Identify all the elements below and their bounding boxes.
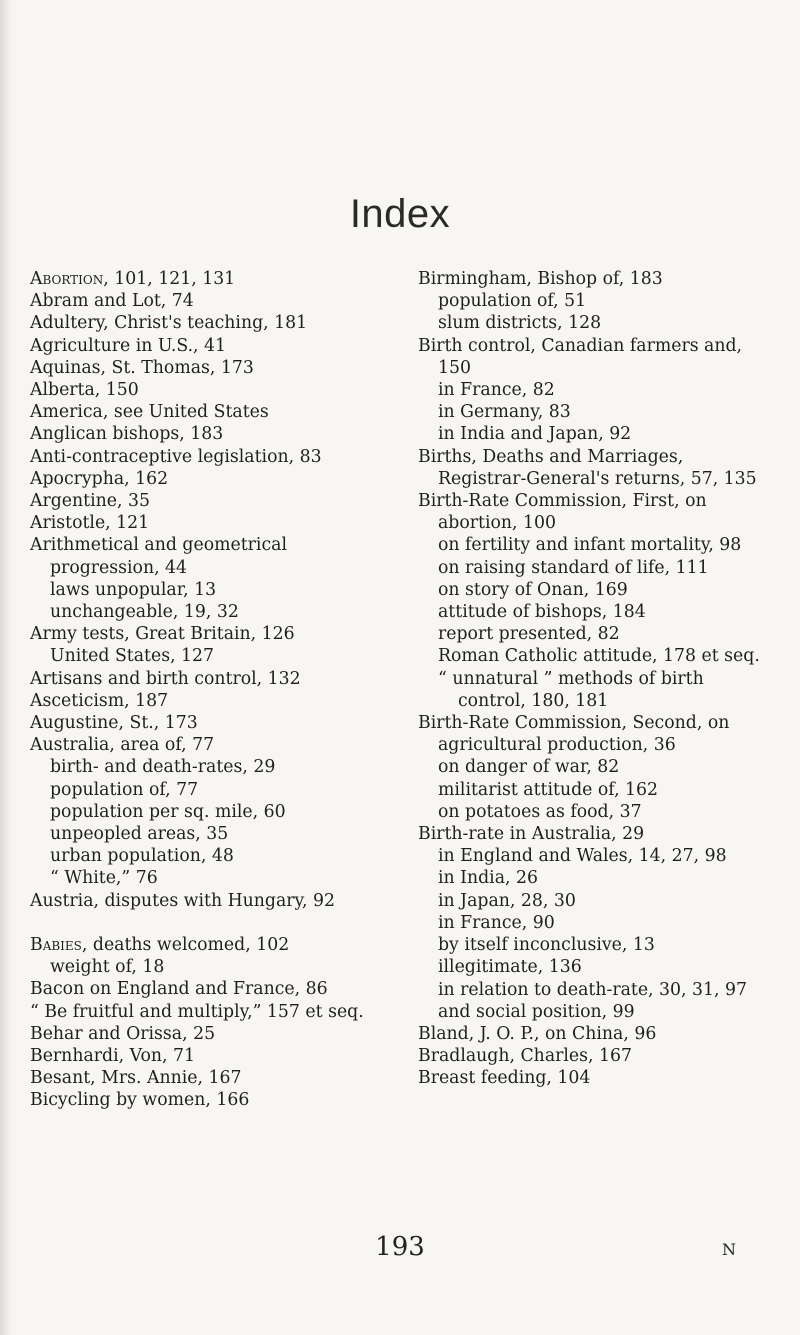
- index-subentry: in India, 26: [438, 868, 538, 889]
- index-entry: Agriculture in U.S., 41: [30, 335, 227, 356]
- index-entry: Alberta, 150: [30, 380, 139, 401]
- index-entry: Besant, Mrs. Annie, 167: [30, 1068, 242, 1089]
- index-entry: Austria, disputes with Hungary, 92: [30, 890, 335, 911]
- index-entry: Bacon on England and France, 86: [30, 979, 328, 1000]
- index-entry: Adultery, Christ's teaching, 181: [30, 313, 308, 334]
- index-entry: Birmingham, Bishop of, 183: [418, 269, 663, 289]
- index-subentry: on potatoes as food, 37: [438, 801, 642, 822]
- index-subentry: in India and Japan, 92: [438, 424, 632, 445]
- index-entry: Birth-Rate Commission, First, on abortion, 100: [418, 491, 707, 534]
- index-subentry: militarist attitude of, 162: [438, 779, 659, 800]
- index-entry: Army tests, Great Britain, 126: [30, 624, 295, 645]
- index-subentry: attitude of bishops, 184: [438, 602, 646, 623]
- index-subentry: in England and Wales, 14, 27, 98: [438, 846, 727, 867]
- index-letter-gap: [30, 912, 385, 934]
- index-entry: Argentine, 35: [30, 491, 150, 512]
- index-subentry: laws unpopular, 13: [50, 579, 217, 600]
- index-subentry: on story of Onan, 169: [438, 579, 628, 600]
- index-subentry: population of, 51: [438, 291, 587, 312]
- index-subentry: population per sq. mile, 60: [50, 801, 286, 822]
- index-entry: Abram and Lot, 74: [30, 291, 194, 312]
- page-number: 193: [375, 1232, 425, 1262]
- index-subentry: in Germany, 83: [438, 402, 571, 423]
- index-entry: Births, Deaths and Marriages, Registrar-General's returns, 57, 135: [418, 446, 757, 489]
- index-entry: Augustine, St., 173: [30, 713, 198, 734]
- index-entry: Bland, J. O. P., on China, 96: [418, 1023, 657, 1044]
- index-subentry: in France, 90: [438, 912, 555, 933]
- index-subentry: report presented, 82: [438, 624, 620, 645]
- index-entry: Anti-contraceptive legislation, 83: [30, 446, 322, 467]
- index-entry: Artisans and birth control, 132: [30, 668, 301, 689]
- index-entry: “ Be fruitful and multiply,” 157 et seq.: [30, 1001, 364, 1022]
- index-subentry: slum districts, 128: [438, 313, 602, 334]
- index-entry: Birth-Rate Commission, Second, on agricultural production, 36: [418, 713, 730, 756]
- index-subentry: population of, 77: [50, 779, 199, 800]
- page-title: Index: [349, 192, 451, 236]
- index-subentry: on raising standard of life, 111: [438, 557, 709, 578]
- index-entry: Birth-rate in Australia, 29: [418, 824, 645, 845]
- index-subentry: urban population, 48: [50, 846, 234, 867]
- index-entry: Babies, deaths welcomed, 102: [30, 934, 290, 955]
- index-subentry: weight of, 18: [50, 957, 165, 978]
- index-entry: Birth control, Canadian farmers and, 150: [418, 335, 743, 378]
- index-subentry: on fertility and infant mortality, 98: [438, 535, 742, 556]
- index-entry: Bicycling by women, 166: [30, 1090, 250, 1111]
- index-subentry: “ unnatural ” methods of birth control, 180, 181: [438, 668, 704, 711]
- index-subentry: by itself inconclusive, 13: [438, 935, 655, 956]
- index-entry: Apocrypha, 162: [30, 468, 169, 489]
- index-subentry: Roman Catholic attitude, 178 et seq.: [438, 646, 760, 667]
- index-subentry: in France, 82: [438, 380, 555, 401]
- index-subentry: birth- and death-rates, 29: [50, 757, 276, 778]
- index-entry: Aquinas, St. Thomas, 173: [30, 357, 254, 378]
- index-entry: Bernhardi, Von, 71: [30, 1045, 195, 1066]
- index-entry: Behar and Orissa, 25: [30, 1023, 216, 1044]
- index-entry: Breast feeding, 104: [418, 1068, 591, 1089]
- index-entry: Asceticism, 187: [30, 690, 169, 711]
- index-subentry: “ White,” 76: [50, 868, 158, 889]
- index-subentry: unpeopled areas, 35: [50, 824, 229, 845]
- signature-mark: N: [722, 1240, 736, 1259]
- index-column-right: [418, 268, 773, 1090]
- index-entry: Arithmetical and geometrical progression, 44: [30, 535, 287, 578]
- index-column-left: [30, 268, 385, 1112]
- index-subentry: in relation to death-rate, 30, 31, 97: [438, 979, 747, 1000]
- index-entry: America, see United States: [30, 402, 269, 423]
- index-entry: Anglican bishops, 183: [30, 424, 224, 445]
- index-entry: Australia, area of, 77: [30, 735, 215, 756]
- index-entry: Aristotle, 121: [30, 513, 150, 534]
- index-subentry: illegitimate, 136: [438, 957, 582, 978]
- index-subentry: United States, 127: [50, 646, 215, 667]
- index-subentry: in Japan, 28, 30: [438, 890, 576, 911]
- index-entry: Abortion, 101, 121, 131: [30, 269, 236, 289]
- index-subentry: and social position, 99: [438, 1001, 635, 1022]
- index-subentry: unchangeable, 19, 32: [50, 602, 239, 623]
- index-subentry: on danger of war, 82: [438, 757, 620, 778]
- index-entry: Bradlaugh, Charles, 167: [418, 1046, 632, 1067]
